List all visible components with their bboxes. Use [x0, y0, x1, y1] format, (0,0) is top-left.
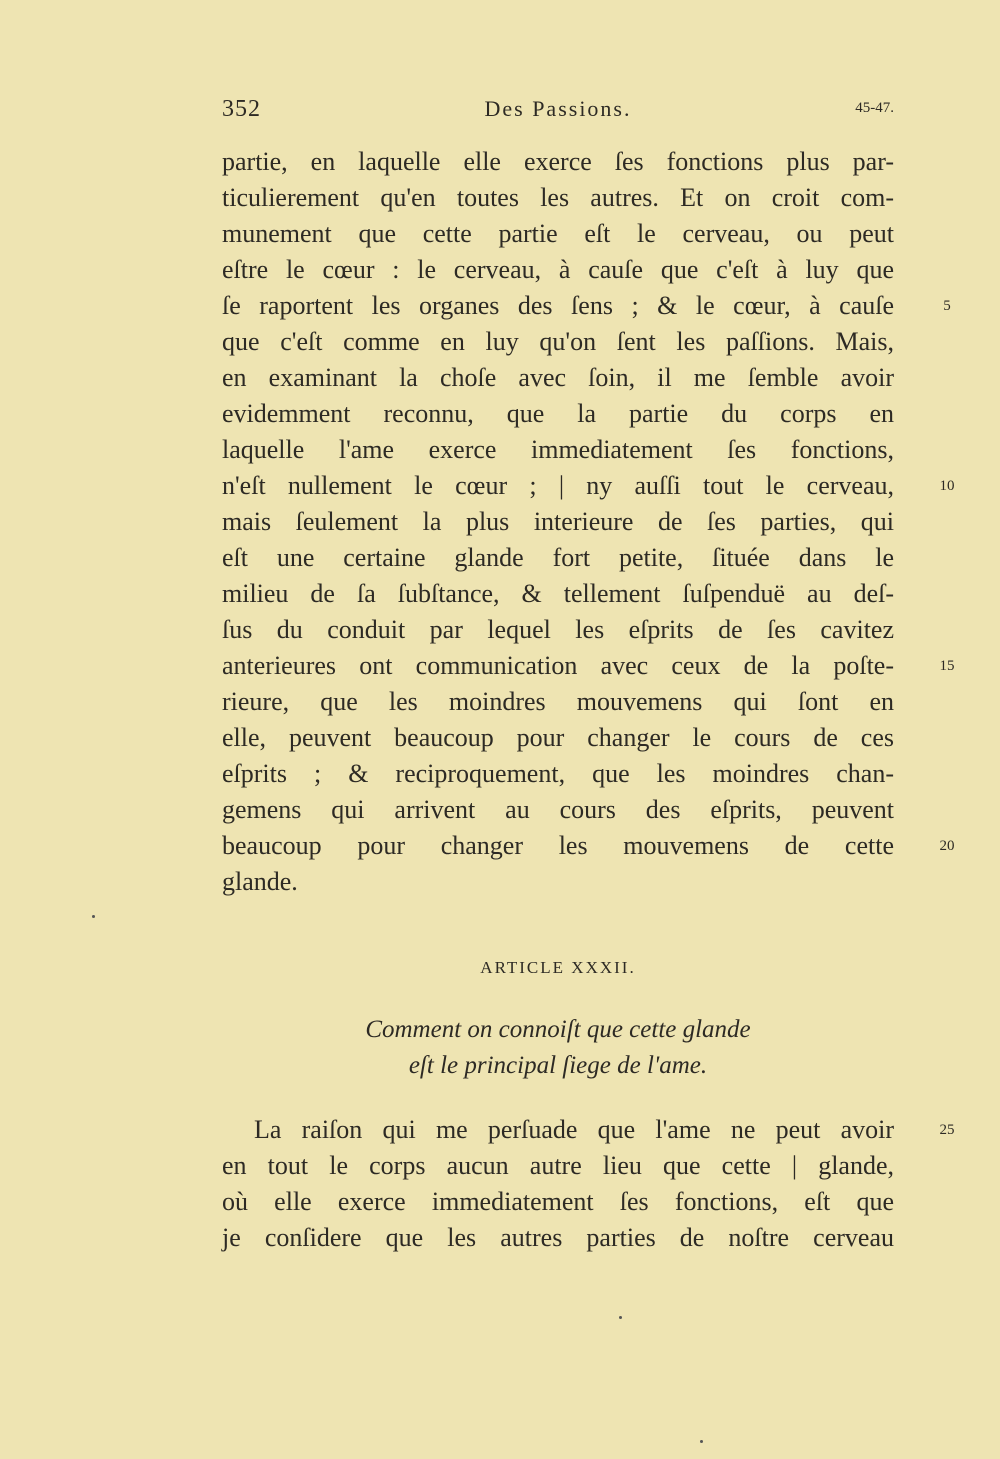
line-text: munement que cette partie eſt le cerveau, ou peut	[222, 219, 894, 248]
page-header	[222, 96, 894, 130]
text-line	[222, 360, 894, 396]
line-number: 20	[939, 838, 955, 854]
text-line	[222, 252, 894, 288]
line-text: ſus du conduit par lequel les eſprits de ſes cavitez	[222, 615, 894, 644]
line-number: 10	[939, 478, 955, 494]
line-text: ſe raportent les organes des ſens ; & le cœur, à cauſe	[222, 291, 894, 320]
text-line	[222, 792, 894, 828]
line-text: glande.	[222, 867, 298, 896]
line-text: milieu de ſa ſubſtance, & tellement ſuſpenduë au deſ-	[222, 579, 894, 608]
text-line	[222, 684, 894, 720]
line-text: rieure, que les moindres mouvemens qui ſont en	[222, 687, 894, 716]
article-subtitle	[222, 1012, 894, 1084]
text-line	[222, 468, 955, 504]
line-text: La raiſon qui me perſuade que l'ame ne peut avoir	[254, 1115, 894, 1144]
page-number: 352	[222, 96, 261, 122]
running-head: Des Passions.	[484, 96, 632, 121]
line-text: anterieures ont communication avec ceux de la poſte-	[222, 651, 894, 680]
line-text: n'eſt nullement le cœur ; | ny auſſi tout le cerveau,	[222, 471, 894, 500]
paper-speck	[92, 915, 95, 918]
line-text: partie, en laquelle elle exerce ſes fonctions plus par-	[222, 147, 894, 176]
article-subtitle-line: Comment on connoiſt que cette glande	[365, 1016, 751, 1043]
paper-speck	[700, 1440, 703, 1443]
text-line	[222, 180, 894, 216]
line-number: 25	[939, 1122, 955, 1138]
line-text: eſtre le cœur : le cerveau, à cauſe que c'eſt à luy que	[222, 255, 894, 284]
line-text: en tout le corps aucun autre lieu que cette | glande,	[222, 1151, 894, 1180]
paragraph-1	[222, 144, 955, 900]
line-text: en examinant la choſe avec ſoin, il me ſemble avoir	[222, 363, 894, 392]
line-text: eſt une certaine glande fort petite, ſituée dans le	[222, 543, 894, 572]
line-number: 15	[939, 658, 955, 674]
text-line	[222, 1220, 894, 1256]
text-line	[222, 432, 894, 468]
line-text: je conſidere que les autres parties de noſtre cerveau	[222, 1223, 894, 1252]
line-text: mais ſeulement la plus interieure de ſes parties, qui	[222, 507, 894, 536]
line-text: elle, peuvent beaucoup pour changer le cours de ces	[222, 723, 894, 752]
text-line	[222, 1184, 894, 1220]
line-text: eſprits ; & reciproquement, que les moindres chan-	[222, 759, 894, 788]
text-line	[222, 540, 894, 576]
line-text: gemens qui arrivent au cours des eſprits, peuvent	[222, 795, 894, 824]
text-line	[222, 1148, 894, 1184]
text-line	[222, 144, 894, 180]
paper-speck	[619, 1316, 622, 1319]
paragraph-2	[222, 1112, 955, 1256]
line-text: laquelle l'ame exerce immediatement ſes fonctions,	[222, 435, 894, 464]
text-line	[222, 720, 894, 756]
text-line	[222, 828, 955, 864]
line-number: 5	[943, 298, 951, 314]
line-text: où elle exerce immediatement ſes fonctions, eſt que	[222, 1187, 894, 1216]
text-line	[222, 576, 894, 612]
line-text: ticulierement qu'en toutes les autres. Et on croit com-	[222, 183, 894, 212]
line-text: que c'eſt comme en luy qu'on ſent les paſſions. Mais,	[222, 327, 894, 356]
section-range: 45-47.	[855, 100, 894, 116]
text-line	[222, 864, 894, 900]
text-line	[222, 216, 894, 252]
text-line	[222, 504, 894, 540]
text-line	[222, 648, 955, 684]
text-line	[222, 756, 894, 792]
text-line	[222, 396, 894, 432]
article-title: ARTICLE XXXII.	[480, 958, 636, 977]
text-line	[222, 612, 894, 648]
text-line	[222, 324, 894, 360]
text-line	[222, 1112, 955, 1148]
text-line	[222, 288, 951, 324]
line-text: evidemment reconnu, que la partie du corps en	[222, 399, 894, 428]
article-subtitle-line: eſt le principal ſiege de l'ame.	[408, 1052, 708, 1079]
line-text: beaucoup pour changer les mouvemens de cette	[222, 831, 894, 860]
